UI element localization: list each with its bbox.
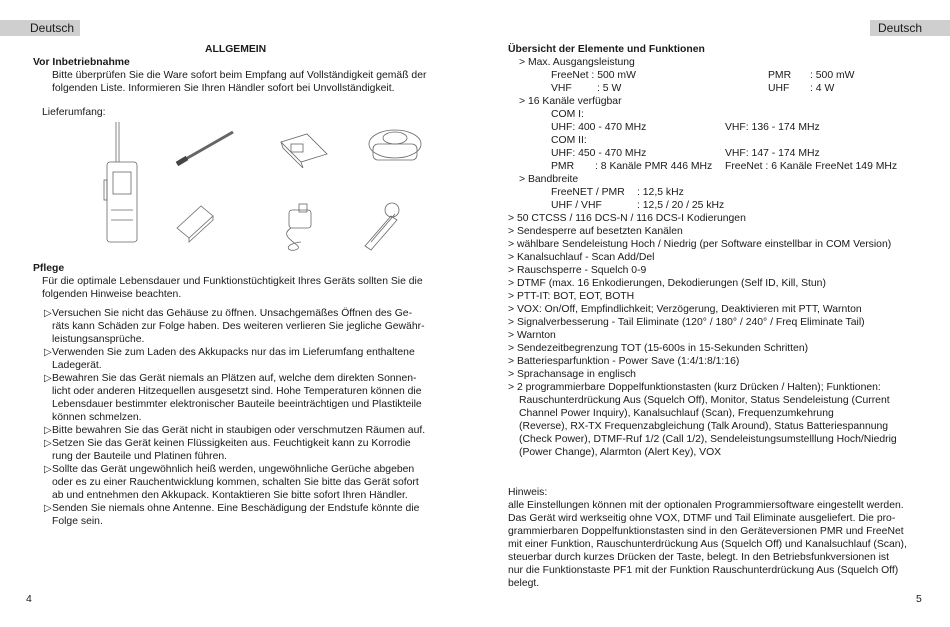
care-instruction-line: räts kann Schäden zur Folge haben. Des weiteren verlieren Sie jegliche Gewähr- bbox=[52, 321, 425, 332]
com1-uhf: UHF: 400 - 470 MHz bbox=[551, 122, 647, 133]
care-instruction-line: Verwenden Sie zum Laden des Akkupacks nur das im Lieferumfang enthaltene bbox=[52, 347, 415, 358]
care-instruction-line: können schmelzen. bbox=[52, 412, 142, 423]
feature-item: > VOX: On/Off, Empfindlichkeit; Verzögerung, Deaktivieren mit PTT, Warnton bbox=[508, 304, 862, 315]
feature-item: > Sendesperre auf besetzten Kanälen bbox=[508, 226, 683, 237]
bullet-triangle-icon: ▷ bbox=[44, 464, 52, 475]
channels-freenet-value: FreeNet : 6 Kanäle FreeNet 149 MHz bbox=[725, 161, 898, 172]
bullet-triangle-icon: ▷ bbox=[44, 503, 52, 514]
com1-vhf: VHF: 136 - 174 MHz bbox=[725, 122, 820, 133]
feature-item: > PTT-IT: BOT, EOT, BOTH bbox=[508, 291, 635, 302]
hinweis-line: alle Einstellungen können mit der optionalen Programmiersoftware eingestellt werden. bbox=[508, 500, 904, 511]
bullet-triangle-icon: ▷ bbox=[44, 425, 52, 436]
max-power-pmr: PMR bbox=[768, 70, 792, 81]
care-instruction-line: Versuchen Sie nicht das Gehäuse zu öffnen. Unsachgemäßes Öffnen des Ge- bbox=[52, 308, 413, 319]
care-instruction-line: Folge sein. bbox=[52, 516, 103, 527]
function-key-line: > 2 programmierbare Doppelfunktionstasten (kurz Drücken / Halten); Funktionen: bbox=[508, 382, 881, 393]
feature-item: > DTMF (max. 16 Enkodierungen, Dekodierungen (Self ID, Kill, Stun) bbox=[508, 278, 826, 289]
package-contents-illustration bbox=[95, 120, 435, 260]
max-power-uhf-value: : 4 W bbox=[810, 83, 835, 94]
feature-item: > 50 CTCSS / 116 DCS-N / 116 DCS-I Kodierungen bbox=[508, 213, 746, 224]
hinweis-line: mit einer Funktion, Rauschunterdrückung Aus (Squelch Off) und Kanalsuchlauf (Scan), bbox=[508, 539, 907, 550]
channels-pmr-value: : 8 Kanäle PMR 446 MHz bbox=[595, 161, 713, 172]
care-instruction-line: Sollte das Gerät ungewöhnlich heiß werden, ungewöhnliche Gerüche abgeben bbox=[52, 464, 415, 475]
care-instruction-line: Senden Sie niemals ohne Antenne. Eine Beschädigung der Endstufe könnte die bbox=[52, 503, 420, 514]
battery-pack-icon bbox=[281, 134, 327, 168]
max-power-vhf-value: : 5 W bbox=[597, 83, 622, 94]
feature-item: > Batteriesparfunktion - Power Save (1:4/1:8/1:16) bbox=[508, 356, 740, 367]
care-instruction-line: Setzen Sie das Gerät keinen Flüssigkeiten aus. Feuchtigkeit kann zu Korrodie bbox=[52, 438, 411, 449]
feature-item: > wählbare Sendeleistung Hoch / Niedrig (per Software einstellbar in COM Version) bbox=[508, 239, 892, 250]
pflege-intro-line: Für die optimale Lebensdauer und Funktionstüchtigkeit Ihres Geräts sollten Sie die bbox=[42, 276, 423, 287]
bullet-triangle-icon: ▷ bbox=[44, 347, 52, 358]
hinweis-label: Hinweis: bbox=[508, 487, 548, 498]
page-number-left: 4 bbox=[26, 594, 32, 605]
max-power-pmr-value: : 500 mW bbox=[810, 70, 855, 81]
page-number-right: 5 bbox=[916, 594, 922, 605]
channels-label: > 16 Kanäle verfügbar bbox=[519, 96, 622, 107]
care-instruction-line: rung der Bauteile und Platinen führen. bbox=[52, 451, 228, 462]
feature-item: > Kanalsuchlauf - Scan Add/Del bbox=[508, 252, 655, 263]
max-power-vhf: VHF bbox=[551, 83, 572, 94]
bullet-triangle-icon: ▷ bbox=[44, 373, 52, 384]
bandwidth-row1-value: : 12,5 kHz bbox=[637, 187, 684, 198]
function-key-line: Channel Power Inquiry), Kanalsuchlauf (Scan), Frequenzumkehrung bbox=[519, 408, 834, 419]
hinweis-line: Das Gerät wird werkseitig ohne VOX, DTMF und Tail Eliminate ausgeliefert. Die pro- bbox=[508, 513, 896, 524]
hinweis-line: grammierbaren Doppelfunktionstasten sind in den Geräteversionen PMR und FreeNet bbox=[508, 526, 904, 537]
function-key-line: (Reverse), RX-TX Frequenzabgleichung (Talk Around), Status Batteriespannung bbox=[519, 421, 889, 432]
com2-vhf: VHF: 147 - 174 MHz bbox=[725, 148, 820, 159]
care-instruction-line: licht oder anderen Hitzequellen ausgesetzt sind. Hohe Temperaturen können die bbox=[52, 386, 422, 397]
section-title: ALLGEMEIN bbox=[205, 44, 267, 55]
care-instruction-line: ab und entnehmen den Akkupack. Kontaktieren Sie bitte sofort Ihren Händler. bbox=[52, 490, 408, 501]
feature-item: > Rauschsperre - Squelch 0-9 bbox=[508, 265, 647, 276]
function-key-line: Rauschunterdrückung Aus (Squelch Off), Monitor, Status Sendeleistung (Current bbox=[519, 395, 890, 406]
care-instruction-line: Lebensdauer bestimmter elektronischer Bauteile beeinträchtigen und Plastikteile bbox=[52, 399, 422, 410]
charger-cradle-icon bbox=[369, 130, 421, 160]
bandwidth-row1-label: FreeNET / PMR bbox=[551, 187, 625, 198]
feature-item: > Signalverbesserung - Tail Eliminate (120° / 180° / 240° / Freq Eliminate Tail) bbox=[508, 317, 865, 328]
antenna-icon bbox=[177, 132, 233, 164]
care-instruction-line: oder es zu einer Rauchentwicklung kommen, schalten Sie bitte das Gerät sofort bbox=[52, 477, 419, 488]
feature-item: > Sprachansage in englisch bbox=[508, 369, 636, 380]
bandwidth-row2-label: UHF / VHF bbox=[551, 200, 602, 211]
pflege-intro-line: folgenden Hinweise beachten. bbox=[42, 289, 182, 300]
care-instruction-line: Ladegerät. bbox=[52, 360, 102, 371]
care-instruction-line: leistungsansprüche. bbox=[52, 334, 145, 345]
inbetriebnahme-line: Bitte überprüfen Sie die Ware sofort beim Empfang auf Vollständigkeit gemäß der bbox=[52, 70, 427, 81]
language-tab-right: Deutsch bbox=[870, 20, 950, 36]
max-power-uhf: UHF bbox=[768, 83, 790, 94]
function-key-line: (Check Power), DTMF-Ruf 1/2 (Call 1/2), Sendeleistungsumstelllung Hoch/Niedrig bbox=[519, 434, 897, 445]
feature-item: > Warnton bbox=[508, 330, 556, 341]
lieferumfang-label: Lieferumfang: bbox=[42, 107, 106, 118]
max-power-label: > Max. Ausgangsleistung bbox=[519, 57, 635, 68]
inbetriebnahme-line: folgenden Liste. Informieren Sie Ihren Händler sofort bei Unvollständigkeit. bbox=[52, 83, 395, 94]
care-instruction-line: Bewahren Sie das Gerät niemals an Plätzen auf, welche dem direkten Sonnen- bbox=[52, 373, 417, 384]
hinweis-line: belegt. bbox=[508, 578, 540, 589]
hinweis-line: nur die Funktionstaste PF1 mit der Funktion Rauschunterdrückung Aus (Squelch Off) bbox=[508, 565, 899, 576]
bandwidth-label: > Bandbreite bbox=[519, 174, 579, 185]
power-adapter-icon bbox=[287, 204, 311, 250]
inbetriebnahme-heading: Vor Inbetriebnahme bbox=[33, 57, 130, 68]
care-instruction-line: Bitte bewahren Sie das Gerät nicht in staubigen oder verschmutzen Räumen auf. bbox=[52, 425, 426, 436]
feature-item: > Sendezeitbegrenzung TOT (15-600s in 15-Sekunden Schritten) bbox=[508, 343, 809, 354]
bandwidth-row2-value: : 12,5 / 20 / 25 kHz bbox=[637, 200, 725, 211]
max-power-freenet: FreeNet : 500 mW bbox=[551, 70, 636, 81]
hinweis-line: steuerbar durch kurzes Drücken der Taste, belegt. In den Betriebsfunkversionen ist bbox=[508, 552, 890, 563]
battery-icon bbox=[177, 206, 213, 242]
com2-label: COM II: bbox=[551, 135, 587, 146]
radio-icon bbox=[104, 122, 137, 242]
com2-uhf: UHF: 450 - 470 MHz bbox=[551, 148, 647, 159]
com1-label: COM I: bbox=[551, 109, 584, 120]
belt-clip-icon bbox=[365, 203, 399, 250]
bullet-triangle-icon: ▷ bbox=[44, 438, 52, 449]
language-tab-left: Deutsch bbox=[0, 20, 80, 36]
pflege-heading: Pflege bbox=[33, 263, 65, 274]
channels-pmr-label: PMR bbox=[551, 161, 575, 172]
function-key-line: (Power Change), Alarmton (Alert Key), VOX bbox=[519, 447, 722, 458]
bullet-triangle-icon: ▷ bbox=[44, 308, 52, 319]
overview-heading: Übersicht der Elemente und Funktionen bbox=[508, 44, 705, 55]
